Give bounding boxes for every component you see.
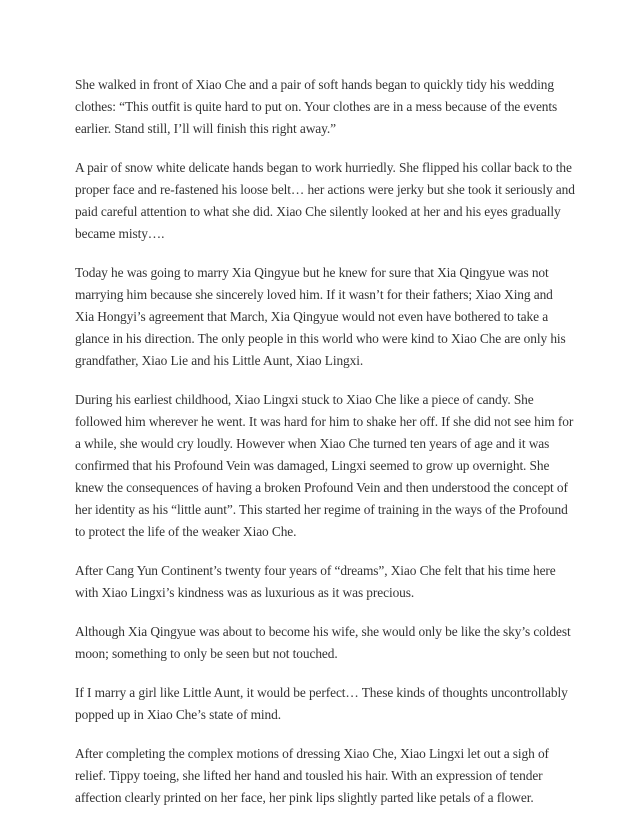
paragraph-5: After Cang Yun Continent’s twenty four years of “dreams”, Xiao Che felt that his time here with Xiao Lingxi’s kindness was as luxurious as it was precious. xyxy=(75,563,556,600)
paragraph-7: If I marry a girl like Little Aunt, it would be perfect… These kinds of thoughts uncontrollably popped up in Xiao Che’s state of mind. xyxy=(75,685,568,722)
document-body xyxy=(75,74,575,809)
paragraph-3: Today he was going to marry Xia Qingyue but he knew for sure that Xia Qingyue was not marrying him because she sincerely loved him. If it wasn’t for their fathers; Xiao Xing and Xia Hongyi’s agreement that March, Xia Qingyue would not even have bothered to take a glance in his direction. The only people in this world who were kind to Xiao Che are only his grandfather, Xiao Lie and his Little Aunt, Xiao Lingxi. xyxy=(75,265,566,368)
paragraph-8: After completing the complex motions of dressing Xiao Che, Xiao Lingxi let out a sigh of relief. Tippy toeing, she lifted her hand and tousled his hair. With an expression of tender affection clearly printed on her face, her pink lips slightly parted like petals of a flower. xyxy=(75,746,549,805)
paragraph-6: Although Xia Qingyue was about to become his wife, she would only be like the sky’s coldest moon; something to only be seen but not touched. xyxy=(75,624,571,661)
paragraph-1: She walked in front of Xiao Che and a pair of soft hands began to quickly tidy his wedding clothes: “This outfit is quite hard to put on. Your clothes are in a mess because of the events earlier. Stand still, I’ll will finish this right away.” xyxy=(75,77,558,136)
paragraph-4: During his earliest childhood, Xiao Lingxi stuck to Xiao Che like a piece of candy. She followed him wherever he went. It was hard for him to shake her off. If she did not see him for a while, she would cry loudly. However when Xiao Che turned ten years of age and it was confirmed that his Profound Vein was damaged, Lingxi seemed to grow up overnight. She knew the consequences of having a broken Profound Vein and then understood the concept of her identity as his “little aunt”. This started her regime of training in the ways of the Profound to protect the life of the weaker Xiao Che. xyxy=(75,392,574,539)
paragraph-2: A pair of snow white delicate hands began to work hurriedly. She flipped his collar back to the proper face and re-fastened his loose belt… her actions were jerky but she took it seriously and paid careful attention to what she did. Xiao Che silently looked at her and his eyes gradually became misty…. xyxy=(75,160,575,241)
